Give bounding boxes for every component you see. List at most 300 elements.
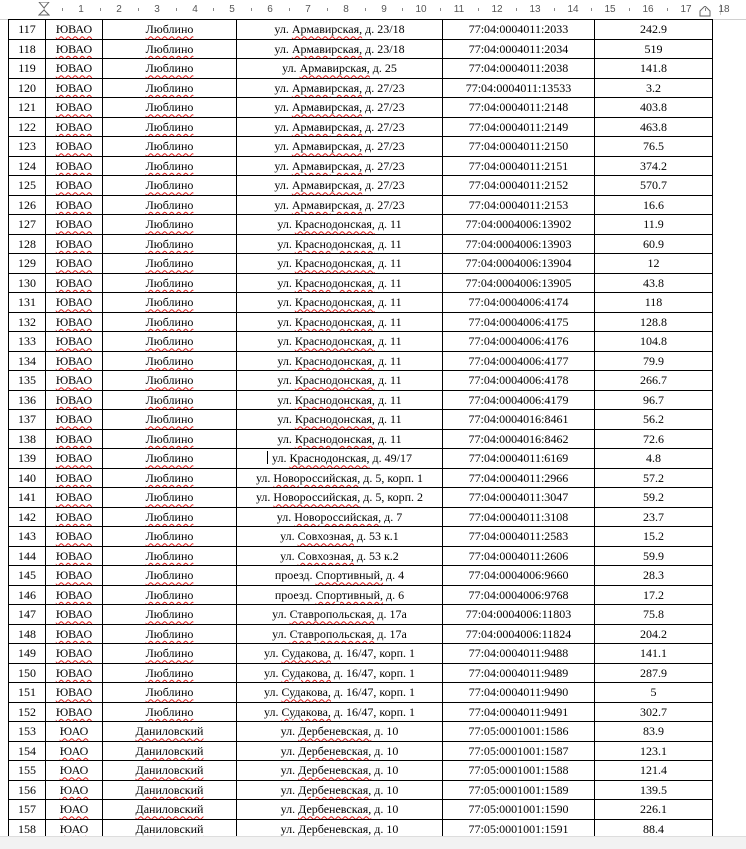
address-cell[interactable] <box>237 371 443 391</box>
district-cell[interactable]: Даниловский <box>103 800 237 820</box>
cadastral-number-cell[interactable]: 77:04:0004011:2151 <box>443 156 595 176</box>
area-cell[interactable]: 96.7 <box>595 390 713 410</box>
district-cell[interactable]: Люблино <box>103 273 237 293</box>
row-number-cell[interactable]: 140 <box>9 468 46 488</box>
cadastral-number-cell[interactable]: 77:04:0004011:9491 <box>443 702 595 722</box>
address-cell[interactable] <box>237 449 443 469</box>
area-cell[interactable]: 302.7 <box>595 702 713 722</box>
address-cell[interactable] <box>237 156 443 176</box>
okrug-cell[interactable]: ЮВАО <box>46 371 103 391</box>
cadastral-number-cell[interactable]: 77:04:0004011:2148 <box>443 98 595 118</box>
district-cell[interactable]: Люблино <box>103 254 237 274</box>
okrug-cell[interactable]: ЮВАО <box>46 195 103 215</box>
row-number-cell[interactable]: 132 <box>9 312 46 332</box>
okrug-cell[interactable]: ЮВАО <box>46 234 103 254</box>
cadastral-number-cell[interactable]: 77:04:0004011:2152 <box>443 176 595 196</box>
okrug-cell[interactable]: ЮВАО <box>46 644 103 664</box>
area-cell[interactable]: 403.8 <box>595 98 713 118</box>
area-cell[interactable]: 57.2 <box>595 468 713 488</box>
okrug-cell[interactable]: ЮВАО <box>46 507 103 527</box>
row-number-cell[interactable]: 142 <box>9 507 46 527</box>
district-cell[interactable]: Люблино <box>103 449 237 469</box>
okrug-cell[interactable]: ЮАО <box>46 761 103 781</box>
address-cell[interactable] <box>237 273 443 293</box>
address-cell[interactable] <box>237 663 443 683</box>
area-cell[interactable]: 60.9 <box>595 234 713 254</box>
address-cell[interactable] <box>237 39 443 59</box>
cadastral-number-cell[interactable]: 77:05:0001001:1591 <box>443 819 595 839</box>
street-name: Краснодонская, <box>294 295 375 310</box>
address-cell[interactable] <box>237 488 443 508</box>
row-number-cell[interactable]: 157 <box>9 800 46 820</box>
area-cell[interactable]: 3.2 <box>595 78 713 98</box>
street <box>264 646 331 660</box>
building-number: д. 27/23 <box>365 80 405 95</box>
area-cell[interactable]: 17.2 <box>595 585 713 605</box>
district-cell[interactable]: Люблино <box>103 195 237 215</box>
address-cell[interactable] <box>237 683 443 703</box>
cadastral-number-cell[interactable]: 77:04:0004011:6169 <box>443 449 595 469</box>
cadastral-number-cell[interactable]: 77:04:0004011:9489 <box>443 663 595 683</box>
okrug-cell[interactable]: ЮАО <box>46 800 103 820</box>
indent-marker-icon[interactable] <box>38 2 50 17</box>
okrug-cell[interactable]: ЮВАО <box>46 254 103 274</box>
address-cell[interactable] <box>237 800 443 820</box>
area-cell[interactable]: 287.9 <box>595 663 713 683</box>
district-cell[interactable]: Люблино <box>103 683 237 703</box>
district-cell[interactable]: Люблино <box>103 527 237 547</box>
building-number: д. 11 <box>377 431 402 446</box>
okrug-cell[interactable]: ЮВАО <box>46 117 103 137</box>
cadastral-number-cell[interactable]: 77:05:0001001:1587 <box>443 741 595 761</box>
district-cell[interactable]: Даниловский <box>103 819 237 839</box>
okrug-cell[interactable]: ЮАО <box>46 819 103 839</box>
row-number-cell[interactable]: 144 <box>9 546 46 566</box>
area-cell[interactable]: 11.9 <box>595 215 713 235</box>
cadastral-number-cell[interactable]: 77:04:0004006:9768 <box>443 585 595 605</box>
table-row <box>9 546 713 566</box>
cadastral-number-cell[interactable]: 77:04:0004006:4175 <box>443 312 595 332</box>
row-number-cell[interactable]: 154 <box>9 741 46 761</box>
okrug-cell[interactable]: ЮВАО <box>46 585 103 605</box>
row-number-cell[interactable]: 147 <box>9 605 46 625</box>
row-number-cell[interactable]: 120 <box>9 78 46 98</box>
address-cell[interactable] <box>237 429 443 449</box>
district-cell[interactable]: Люблино <box>103 20 237 40</box>
cadastral-number-cell[interactable]: 77:04:0004006:4176 <box>443 332 595 352</box>
address-cell[interactable] <box>237 234 443 254</box>
address-cell[interactable] <box>237 780 443 800</box>
district-cell[interactable]: Люблино <box>103 332 237 352</box>
district-cell[interactable]: Люблино <box>103 488 237 508</box>
cadastral-number-cell[interactable]: 77:04:0004016:8462 <box>443 429 595 449</box>
row-number-cell[interactable]: 138 <box>9 429 46 449</box>
okrug-cell[interactable]: ЮВАО <box>46 605 103 625</box>
row-number-cell[interactable]: 158 <box>9 819 46 839</box>
district-cell[interactable]: Люблино <box>103 663 237 683</box>
row-number-cell[interactable]: 126 <box>9 195 46 215</box>
okrug-cell[interactable]: ЮВАО <box>46 351 103 371</box>
address-cell[interactable] <box>237 312 443 332</box>
district-cell[interactable]: Люблино <box>103 429 237 449</box>
row-number-cell[interactable]: 145 <box>9 566 46 586</box>
cadastral-number-cell[interactable]: 77:04:0004011:2149 <box>443 117 595 137</box>
street <box>274 42 362 56</box>
okrug-cell[interactable]: ЮАО <box>46 780 103 800</box>
ruler-label: 6 <box>267 4 273 15</box>
district-cell[interactable]: Люблино <box>103 117 237 137</box>
cadastral-number-cell[interactable]: 77:04:0004006:4178 <box>443 371 595 391</box>
ruler-label: 14 <box>567 4 579 15</box>
district-cell[interactable]: Люблино <box>103 410 237 430</box>
row-number-cell[interactable]: 149 <box>9 644 46 664</box>
area-cell[interactable]: 570.7 <box>595 176 713 196</box>
row-number-cell[interactable]: 128 <box>9 234 46 254</box>
area-cell[interactable]: 118 <box>595 293 713 313</box>
address-cell[interactable] <box>237 351 443 371</box>
district-cell[interactable]: Люблино <box>103 371 237 391</box>
row-number-cell[interactable]: 141 <box>9 488 46 508</box>
row-number-cell[interactable]: 121 <box>9 98 46 118</box>
cadastral-number-cell[interactable]: 77:04:0004011:2606 <box>443 546 595 566</box>
district-cell[interactable]: Люблино <box>103 507 237 527</box>
cadastral-number-cell[interactable]: 77:04:0004006:13902 <box>443 215 595 235</box>
row-number-cell[interactable]: 152 <box>9 702 46 722</box>
area-cell[interactable]: 104.8 <box>595 332 713 352</box>
street-name: Краснодонская, <box>294 412 375 427</box>
okrug-cell[interactable]: ЮАО <box>46 722 103 742</box>
row-number-cell[interactable]: 135 <box>9 371 46 391</box>
address-cell[interactable] <box>237 468 443 488</box>
okrug-cell[interactable]: ЮВАО <box>46 332 103 352</box>
cadastral-number-cell[interactable]: 77:04:0004011:2038 <box>443 59 595 79</box>
address-cell[interactable] <box>237 59 443 79</box>
area-cell[interactable]: 266.7 <box>595 371 713 391</box>
ruler-label: 5 <box>229 4 235 15</box>
district-cell[interactable]: Люблино <box>103 176 237 196</box>
street-name: Краснодонская, <box>294 334 375 349</box>
area-cell[interactable]: 43.8 <box>595 273 713 293</box>
cadastral-number-cell[interactable]: 77:05:0001001:1588 <box>443 761 595 781</box>
district-cell[interactable]: Люблино <box>103 585 237 605</box>
street-prefix: ул. <box>277 236 295 251</box>
row-number-cell[interactable]: 127 <box>9 215 46 235</box>
area-cell[interactable]: 76.5 <box>595 137 713 157</box>
okrug-cell[interactable]: ЮАО <box>46 741 103 761</box>
area-cell[interactable]: 72.6 <box>595 429 713 449</box>
area-cell[interactable]: 15.2 <box>595 527 713 547</box>
cadastral-number-cell[interactable]: 77:04:0004011:9488 <box>443 644 595 664</box>
building-number: д. 25 <box>372 61 397 76</box>
street-name: Краснодонская, <box>294 373 375 388</box>
okrug-cell[interactable]: ЮВАО <box>46 683 103 703</box>
building-number: д. 11 <box>377 236 402 251</box>
district-cell[interactable]: Люблино <box>103 702 237 722</box>
district-cell[interactable]: Люблино <box>103 78 237 98</box>
address-cell[interactable] <box>237 741 443 761</box>
table-row <box>9 371 713 391</box>
area-cell[interactable]: 75.8 <box>595 605 713 625</box>
district-cell[interactable]: Люблино <box>103 605 237 625</box>
street-prefix: ул. <box>280 802 299 817</box>
row-number-cell[interactable]: 123 <box>9 137 46 157</box>
row-number-cell[interactable]: 125 <box>9 176 46 196</box>
street-prefix: ул. <box>264 704 282 719</box>
okrug-cell[interactable]: ЮВАО <box>46 390 103 410</box>
area-cell[interactable]: 141.1 <box>595 644 713 664</box>
address-cell[interactable] <box>237 566 443 586</box>
address-cell[interactable] <box>237 644 443 664</box>
cadastral-number-cell[interactable]: 77:05:0001001:1590 <box>443 800 595 820</box>
okrug-cell[interactable]: ЮВАО <box>46 546 103 566</box>
row-number-cell[interactable]: 155 <box>9 761 46 781</box>
okrug-cell[interactable]: ЮВАО <box>46 20 103 40</box>
ruler-tick <box>554 8 555 11</box>
area-cell[interactable]: 56.2 <box>595 410 713 430</box>
street-name: Краснодонская, <box>294 314 375 329</box>
street-name: Новороссийская, <box>294 509 382 524</box>
okrug-cell[interactable]: ЮВАО <box>46 663 103 683</box>
okrug-cell[interactable]: ЮВАО <box>46 410 103 430</box>
district-cell[interactable]: Даниловский <box>103 761 237 781</box>
okrug-cell[interactable]: ЮВАО <box>46 702 103 722</box>
table-row <box>9 468 713 488</box>
area-cell[interactable]: 59.2 <box>595 488 713 508</box>
area-cell[interactable]: 463.8 <box>595 117 713 137</box>
area-cell[interactable]: 28.3 <box>595 566 713 586</box>
okrug-cell[interactable]: ЮВАО <box>46 59 103 79</box>
cadastral-number-cell[interactable]: 77:04:0004006:9660 <box>443 566 595 586</box>
cadastral-number-cell[interactable]: 77:05:0001001:1586 <box>443 722 595 742</box>
row-number-cell[interactable]: 136 <box>9 390 46 410</box>
cadastral-number-cell[interactable]: 77:04:0004011:2033 <box>443 20 595 40</box>
building-number: д. 16/47, корп. 1 <box>333 665 415 680</box>
street-prefix: проезд. <box>274 568 316 583</box>
street-prefix: ул. <box>280 763 299 778</box>
ruler-label: 18 <box>718 4 730 15</box>
address-cell[interactable] <box>237 117 443 137</box>
okrug-cell[interactable]: ЮВАО <box>46 527 103 547</box>
area-cell[interactable]: 12 <box>595 254 713 274</box>
okrug-cell[interactable]: ЮВАО <box>46 98 103 118</box>
row-number-cell[interactable]: 117 <box>9 20 46 40</box>
cadastral-number-cell[interactable]: 77:04:0004016:8461 <box>443 410 595 430</box>
row-number-cell[interactable]: 148 <box>9 624 46 644</box>
address-cell[interactable] <box>237 176 443 196</box>
district-cell[interactable]: Люблино <box>103 390 237 410</box>
address-cell[interactable] <box>237 390 443 410</box>
row-number-cell[interactable]: 143 <box>9 527 46 547</box>
okrug-cell[interactable]: ЮВАО <box>46 312 103 332</box>
address-cell[interactable] <box>237 293 443 313</box>
row-number-cell[interactable]: 151 <box>9 683 46 703</box>
ruler-tick <box>251 8 252 11</box>
cadastral-number-cell[interactable]: 77:04:0004011:2153 <box>443 195 595 215</box>
area-cell[interactable]: 88.4 <box>595 819 713 839</box>
cadastral-number-cell[interactable]: 77:04:0004006:11803 <box>443 605 595 625</box>
okrug-cell[interactable]: ЮВАО <box>46 156 103 176</box>
address-cell[interactable] <box>237 546 443 566</box>
address-cell[interactable] <box>237 98 443 118</box>
address-cell[interactable] <box>237 527 443 547</box>
cadastral-number-cell[interactable]: 77:04:0004011:9490 <box>443 683 595 703</box>
cadastral-number-cell[interactable]: 77:04:0004006:11824 <box>443 624 595 644</box>
address-cell[interactable] <box>237 137 443 157</box>
district-cell[interactable]: Люблино <box>103 312 237 332</box>
area-cell[interactable]: 16.6 <box>595 195 713 215</box>
address-cell[interactable] <box>237 20 443 40</box>
row-number-cell[interactable]: 146 <box>9 585 46 605</box>
district-cell[interactable]: Люблино <box>103 137 237 157</box>
cadastral-number-cell[interactable]: 77:04:0004006:4177 <box>443 351 595 371</box>
okrug-cell[interactable]: ЮВАО <box>46 273 103 293</box>
street-prefix: ул. <box>277 373 295 388</box>
cadastral-number-cell[interactable]: 77:04:0004006:13903 <box>443 234 595 254</box>
area-cell[interactable]: 139.5 <box>595 780 713 800</box>
address-cell[interactable] <box>237 722 443 742</box>
table-row <box>9 390 713 410</box>
table-row <box>9 702 713 722</box>
row-number-cell[interactable]: 118 <box>9 39 46 59</box>
address-cell[interactable] <box>237 410 443 430</box>
street-prefix: ул. <box>280 821 299 836</box>
row-number-cell[interactable]: 131 <box>9 293 46 313</box>
cadastral-number-cell[interactable]: 77:05:0001001:1589 <box>443 780 595 800</box>
row-number-cell[interactable]: 139 <box>9 449 46 469</box>
address-cell[interactable] <box>237 215 443 235</box>
row-number-cell[interactable]: 119 <box>9 59 46 79</box>
cadastral-number-cell[interactable]: 77:04:0004011:2966 <box>443 468 595 488</box>
district-cell[interactable]: Люблино <box>103 293 237 313</box>
district-cell[interactable]: Люблино <box>103 351 237 371</box>
ruler-tick <box>213 8 214 11</box>
ruler-label: 10 <box>415 4 427 15</box>
area-cell[interactable]: 79.9 <box>595 351 713 371</box>
okrug-cell[interactable]: ЮВАО <box>46 137 103 157</box>
district-cell[interactable]: Люблино <box>103 98 237 118</box>
district-cell[interactable]: Даниловский <box>103 780 237 800</box>
area-cell[interactable]: 59.9 <box>595 546 713 566</box>
ruler-tick <box>705 8 706 11</box>
cadastral-number-cell[interactable]: 77:04:0004011:2034 <box>443 39 595 59</box>
street-prefix: ул. <box>277 412 295 427</box>
row-number-cell[interactable]: 122 <box>9 117 46 137</box>
building-number: д. 27/23 <box>365 197 405 212</box>
district-cell[interactable]: Люблино <box>103 644 237 664</box>
address-cell[interactable] <box>237 254 443 274</box>
building-number: д. 7 <box>384 509 403 524</box>
area-cell[interactable]: 4.8 <box>595 449 713 469</box>
district-cell[interactable]: Люблино <box>103 215 237 235</box>
district-cell[interactable]: Люблино <box>103 468 237 488</box>
area-cell[interactable]: 226.1 <box>595 800 713 820</box>
district-cell[interactable]: Даниловский <box>103 741 237 761</box>
cadastral-number-cell[interactable]: 77:04:0004011:2150 <box>443 137 595 157</box>
area-cell[interactable]: 83.9 <box>595 722 713 742</box>
row-number-cell[interactable]: 134 <box>9 351 46 371</box>
okrug-cell[interactable]: ЮВАО <box>46 293 103 313</box>
cadastral-number-cell[interactable]: 77:04:0004011:3047 <box>443 488 595 508</box>
okrug-cell[interactable]: ЮВАО <box>46 39 103 59</box>
okrug-cell[interactable]: ЮВАО <box>46 624 103 644</box>
cadastral-number-cell[interactable]: 77:04:0004011:2583 <box>443 527 595 547</box>
cadastral-number-cell[interactable]: 77:04:0004006:4179 <box>443 390 595 410</box>
street-name: Армавирская, <box>291 22 363 37</box>
row-number-cell[interactable]: 129 <box>9 254 46 274</box>
ruler-tick <box>402 8 403 11</box>
address-cell[interactable] <box>237 624 443 644</box>
area-cell[interactable]: 204.2 <box>595 624 713 644</box>
address-cell[interactable] <box>237 78 443 98</box>
cadastral-number-cell[interactable]: 77:04:0004011:3108 <box>443 507 595 527</box>
row-number-cell[interactable]: 130 <box>9 273 46 293</box>
table-row <box>9 156 713 176</box>
area-cell[interactable]: 128.8 <box>595 312 713 332</box>
district-cell[interactable]: Люблино <box>103 39 237 59</box>
okrug-cell[interactable]: ЮВАО <box>46 78 103 98</box>
area-cell[interactable]: 121.4 <box>595 761 713 781</box>
row-number-cell[interactable]: 156 <box>9 780 46 800</box>
okrug-cell[interactable]: ЮВАО <box>46 215 103 235</box>
street <box>277 412 375 426</box>
area-cell[interactable]: 5 <box>595 683 713 703</box>
address-cell[interactable] <box>237 761 443 781</box>
area-cell[interactable]: 519 <box>595 39 713 59</box>
area-cell[interactable]: 374.2 <box>595 156 713 176</box>
area-cell[interactable]: 242.9 <box>595 20 713 40</box>
cadastral-number-cell[interactable]: 77:04:0004006:4174 <box>443 293 595 313</box>
district-cell[interactable]: Люблино <box>103 566 237 586</box>
row-number-cell[interactable]: 124 <box>9 156 46 176</box>
district-cell[interactable]: Люблино <box>103 624 237 644</box>
table-row <box>9 527 713 547</box>
street <box>277 217 375 231</box>
cadastral-number-cell[interactable]: 77:04:0004006:13904 <box>443 254 595 274</box>
address-cell[interactable] <box>237 585 443 605</box>
row-number-cell[interactable]: 150 <box>9 663 46 683</box>
address-cell[interactable] <box>237 507 443 527</box>
area-cell[interactable]: 141.8 <box>595 59 713 79</box>
okrug-cell[interactable]: ЮВАО <box>46 176 103 196</box>
row-number-cell[interactable]: 137 <box>9 410 46 430</box>
okrug-cell[interactable]: ЮВАО <box>46 468 103 488</box>
cadastral-number-cell[interactable]: 77:04:0004006:13905 <box>443 273 595 293</box>
okrug-cell[interactable]: ЮВАО <box>46 429 103 449</box>
area-cell[interactable]: 123.1 <box>595 741 713 761</box>
okrug-cell[interactable]: ЮВАО <box>46 566 103 586</box>
district-cell[interactable]: Люблино <box>103 59 237 79</box>
street-prefix: ул. <box>274 197 292 212</box>
area-cell[interactable]: 23.7 <box>595 507 713 527</box>
district-cell[interactable]: Даниловский <box>103 722 237 742</box>
address-cell[interactable] <box>237 195 443 215</box>
address-cell[interactable] <box>237 332 443 352</box>
street-name: Дербеневская, <box>298 782 372 797</box>
table-row <box>9 234 713 254</box>
address-cell[interactable] <box>237 605 443 625</box>
row-number-cell[interactable]: 153 <box>9 722 46 742</box>
okrug-cell[interactable]: ЮВАО <box>46 449 103 469</box>
district-cell[interactable]: Люблино <box>103 156 237 176</box>
district-cell[interactable]: Люблино <box>103 234 237 254</box>
address-cell[interactable] <box>237 702 443 722</box>
okrug-cell[interactable]: ЮВАО <box>46 488 103 508</box>
row-number-cell[interactable]: 133 <box>9 332 46 352</box>
cadastral-number-cell[interactable]: 77:04:0004011:13533 <box>443 78 595 98</box>
district-cell[interactable]: Люблино <box>103 546 237 566</box>
street-name: Дербеневская, <box>298 763 372 778</box>
horizontal-ruler[interactable] <box>0 0 746 20</box>
